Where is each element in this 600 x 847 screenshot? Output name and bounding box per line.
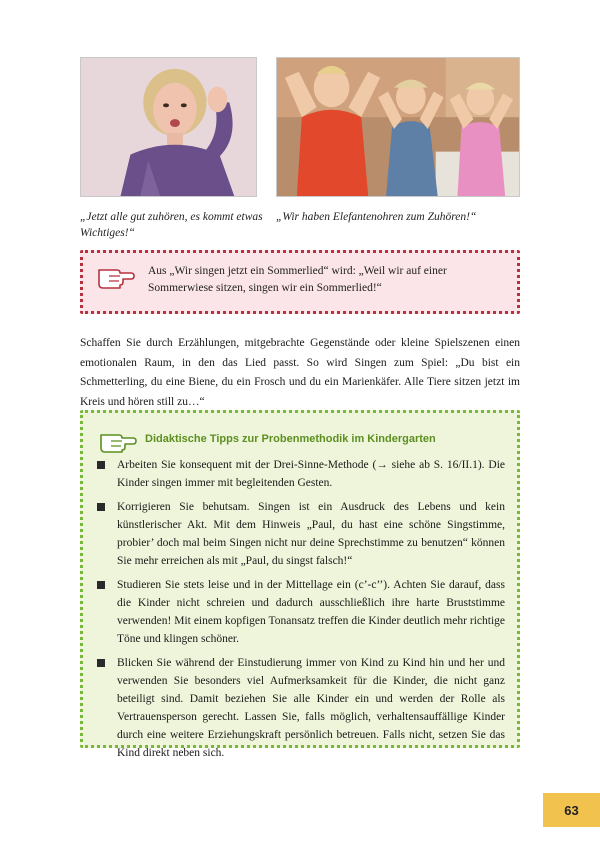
pointing-hand-icon [97,264,135,290]
example-note-box [80,250,520,314]
tip-text: Blicken Sie während der Einstudierung immer von Kind zu Kind hin und her und verwenden Sie besonders viel Aufmerksamkeit für die Kinder, die nicht ganz beteiligt sind. Damit beziehen Sie alle Kinder ein und werden der Rolle als Vertrauensperson gerecht. Lassen Sie, falls möglich, verhaltensauffällige Kinder durch eine weitere Erziehungskraft persönlich betreuen. Falls nicht, setzen Sie das Kind direkt neben sich. [117,657,505,759]
tips-list [97,456,505,768]
list-item [97,498,505,570]
list-item [97,654,505,762]
tip-text: Studieren Sie stets leise und in der Mittellage ein (c’-c’’). Achten Sie darauf, dass die Kinder nicht schreien und dadurch ausschließlich ihre harte Bruststimme verwenden! Mit einem kopfigen Tonansatz treffen die Kinder deutlich mehr richtige Töne und klingen schöner. [117,579,505,645]
list-item [97,456,505,492]
tip-text: Arbeiten Sie konsequent mit der Drei-Sinne-Methode (→ siehe ab S. 16/II.1). Die Kinder singen immer mit begleitenden Gesten. [117,459,505,489]
example-note-text: Aus „Wir singen jetzt ein Sommerlied“ wird: „Weil wir auf einer Sommerwiese sitzen, singen wir ein Sommerlied!“ [148,265,447,294]
photo-woman-listening [80,57,257,197]
tips-title: Didaktische Tipps zur Probenmethodik im Kindergarten [145,433,436,445]
page-number: 63 [543,793,600,827]
caption-right: „Wir haben Elefantenohren zum Zuhören!“ [276,211,477,223]
body-paragraph: Schaffen Sie durch Erzählungen, mitgebrachte Gegenstände oder kleine Spielszenen einen emotionalen Raum, in den das Lied passt. So wird Singen zum Spiel: „Du bist ein Schmetterling, du eine Biene, du ein Frosch und du ein Marienkäfer. Alle Tiere sitzen jetzt im Kreis und hören still zu…“ [80,337,520,408]
list-item [97,576,505,648]
photo-children-elephant-ears [276,57,520,197]
bullet-icon [97,461,105,469]
bullet-icon [97,503,105,511]
bullet-icon [97,659,105,667]
tips-box [80,410,520,759]
tip-text: Korrigieren Sie behutsam. Singen ist ein Ausdruck des Lebens und kein künstlerischer Akt. Mit dem Hinweis „Paul, du hast eine schöne Singstimme, probier’ doch mal beim Singen nicht nur deine Sprechstimme zu benutzen“ können Sie mehr erreichen als mit „Paul, du singst falsch!“ [117,501,505,567]
pointing-hand-icon [99,430,137,454]
bullet-icon [97,581,105,589]
caption-left: „Jetzt alle gut zuhören, es kommt etwas Wichtiges!“ [80,211,263,239]
